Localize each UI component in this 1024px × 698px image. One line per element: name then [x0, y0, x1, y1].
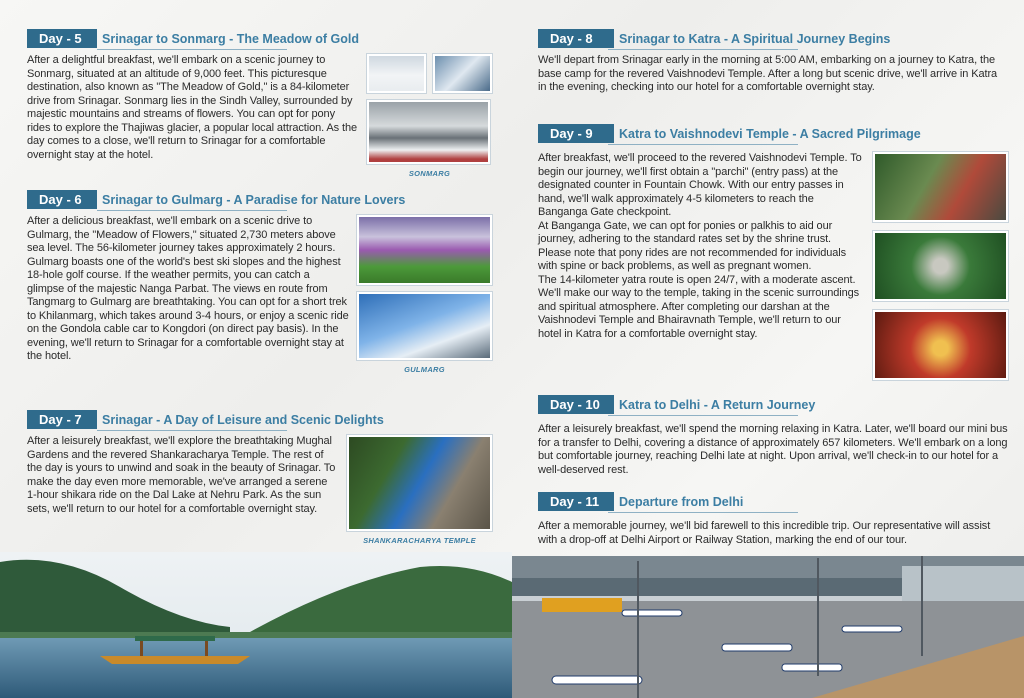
pilgrims-photo [873, 152, 1008, 222]
gulmarg-gondola-photo [357, 292, 492, 360]
vaishnodevi-photos [873, 152, 1008, 380]
day-8-section [538, 29, 1008, 120]
dal-lake-photo [0, 552, 512, 698]
day-body [538, 520, 1008, 547]
day-title: Katra to Delhi - A Return Journey [619, 397, 816, 412]
temple-shrine-photo [873, 310, 1008, 380]
paragraph: At Banganga Gate, we can opt for ponies or palkhis to aid our journey, adhering to the standard rates set by the shrine trust. Please note that pony rides are not recommended for individuals with spine or back problems, as well as pregnant women. [538, 219, 846, 272]
right-column [538, 29, 1008, 547]
sonmarg-photos [367, 54, 492, 178]
day-header [27, 29, 492, 48]
day-description: After a leisurely breakfast, we'll spend the morning relaxing in Katra. Later, we'll board our mini bus for a transfer to Delhi, covering a distance of approximately 657 kilometers. We'll embark on a long but comfortable journey, reaching Delhi late at night. Upon arrival, we'll check-in to our hotel for a well-deserved rest. [538, 423, 1008, 476]
photo-row [367, 54, 492, 93]
day-title: Katra to Vaishnodevi Temple - A Sacred Pilgrimage [619, 126, 921, 141]
day-description: After a delightful breakfast, we'll embark on a scenic journey to Sonmarg, situated at an altitude of 9,000 feet. This picturesque destination, also known as "The Meadow of Gold," is a 84-kilometer drive from Srinagar. Sonmarg lies in the Sindh Valley, surrounded by majestic mountains and streams of flowers. You can opt for pony rides to explore the Thajiwas glacier, a popular local attraction. As the day comes to a close, we'll return to Srinagar for a comfortable overnight stay at the hotel. [27, 54, 358, 161]
day-6-section [27, 190, 492, 406]
day-badge: Day - 5 [27, 29, 97, 48]
day-5-section [27, 29, 492, 186]
day-description: After a memorable journey, we'll bid farewell to this incredible trip. Our representative will assist with a drop-off at Delhi Airport or Railway Station, marking the end of our tour. [538, 520, 991, 546]
sonmarg-bridge-photo [433, 54, 492, 93]
day-badge: Day - 11 [538, 492, 614, 511]
day-title: Departure from Delhi [619, 494, 744, 509]
gulmarg-photos [357, 215, 492, 374]
day-header [538, 395, 1008, 414]
sonmarg-valley-photo [367, 100, 490, 164]
day-header [27, 410, 492, 429]
paragraph: After breakfast, we'll proceed to the revered Vaishnodevi Temple. To begin our journey, we'll first obtain a "parchi" (entry pass) at the designated counter in Fountain Chowk. With our entry passes in hand, we'll walk approximately 4-5 kilometers to reach the Banganga Gate checkpoint. [538, 152, 862, 218]
shankaracharya-photos [347, 435, 492, 545]
day-description: After a delicious breakfast, we'll embark on a scenic drive to Gulmarg, the "Meadow of Flowers," situated 2,730 meters above sea level. The 56-kilometer journey takes approximately 2 hours. Gulmarg boasts one of the world's best ski slopes and the highest 18-hole golf course. If the weather permits, you can catch a glimpse of the majestic Nanga Parbat. The views en route from Tangmarg to Gulmarg are breathtaking. You can opt for a short trek to Khilanmarg, which takes around 3-4 hours, or enjoy a scenic ride on the Gondola cable car to Kongdori (on direct pay basis). In the evening, we'll return to Srinagar for a comfortable overnight stay at the hotel. [27, 215, 349, 362]
photo-caption: SHANKARACHARYA TEMPLE [363, 536, 476, 545]
day-body [27, 435, 492, 545]
day-header [27, 190, 492, 209]
gulmarg-flowers-photo [357, 215, 492, 285]
day-title: Srinagar - A Day of Leisure and Scenic Delights [102, 412, 384, 427]
day-description: After a leisurely breakfast, we'll explore the breathtaking Mughal Gardens and the revered Shankaracharya Temple. The rest of the day is yours to unwind and soak in the beauty of Srinagar. To make the day even more memorable, we've arranged a serene 1-hour shikara ride on the Dal Lake at Nehru Park. As the sun sets, we'll return to our hotel for a comfortable overnight stay. [27, 435, 336, 515]
day-header [538, 29, 1008, 48]
delhi-airport-photo [512, 556, 1024, 698]
day-body [538, 152, 1008, 380]
temple-aerial-photo [873, 231, 1008, 301]
day-description: We'll depart from Srinagar early in the morning at 5:00 AM, embarking on a journey to Katra, the base camp for the revered Vaishnodevi Temple. After a long but scenic drive, we'll arrive in Katra in the evening, checking into our hotel for a comfortable overnight stay. [538, 54, 998, 93]
day-body [538, 54, 1008, 95]
day-title: Srinagar to Katra - A Spiritual Journey Begins [619, 31, 891, 46]
day-badge: Day - 10 [538, 395, 614, 414]
day-header [538, 492, 1008, 511]
shankaracharya-temple-photo [347, 435, 492, 531]
day-7-section [27, 410, 492, 545]
day-body [538, 423, 1008, 477]
day-body [27, 215, 492, 374]
left-column [27, 29, 492, 545]
day-title: Srinagar to Gulmarg - A Paradise for Nature Lovers [102, 192, 406, 207]
day-11-section [538, 492, 1008, 547]
day-body [27, 54, 492, 178]
day-header [538, 124, 1008, 143]
day-10-section [538, 395, 1008, 488]
day-title: Srinagar to Sonmarg - The Meadow of Gold [102, 31, 359, 46]
day-9-section [538, 124, 1008, 391]
day-badge: Day - 8 [538, 29, 614, 48]
day-badge: Day - 6 [27, 190, 97, 209]
photo-caption: GULMARG [404, 365, 445, 374]
paragraph: The 14-kilometer yatra route is open 24/7, with a moderate ascent. We'll make our way to the temple, taking in the scenic surroundings and spiritual atmosphere. After completing our darshan at the Vaishnodevi Temple and Bhairavnath Temple, we'll return to our hotel in Katra for a comfortable overnight stay. [538, 273, 860, 340]
photo-caption: SONMARG [408, 169, 451, 178]
day-description [538, 152, 865, 341]
day-badge: Day - 9 [538, 124, 614, 143]
day-badge: Day - 7 [27, 410, 97, 429]
sonmarg-skiing-photo [367, 54, 426, 93]
